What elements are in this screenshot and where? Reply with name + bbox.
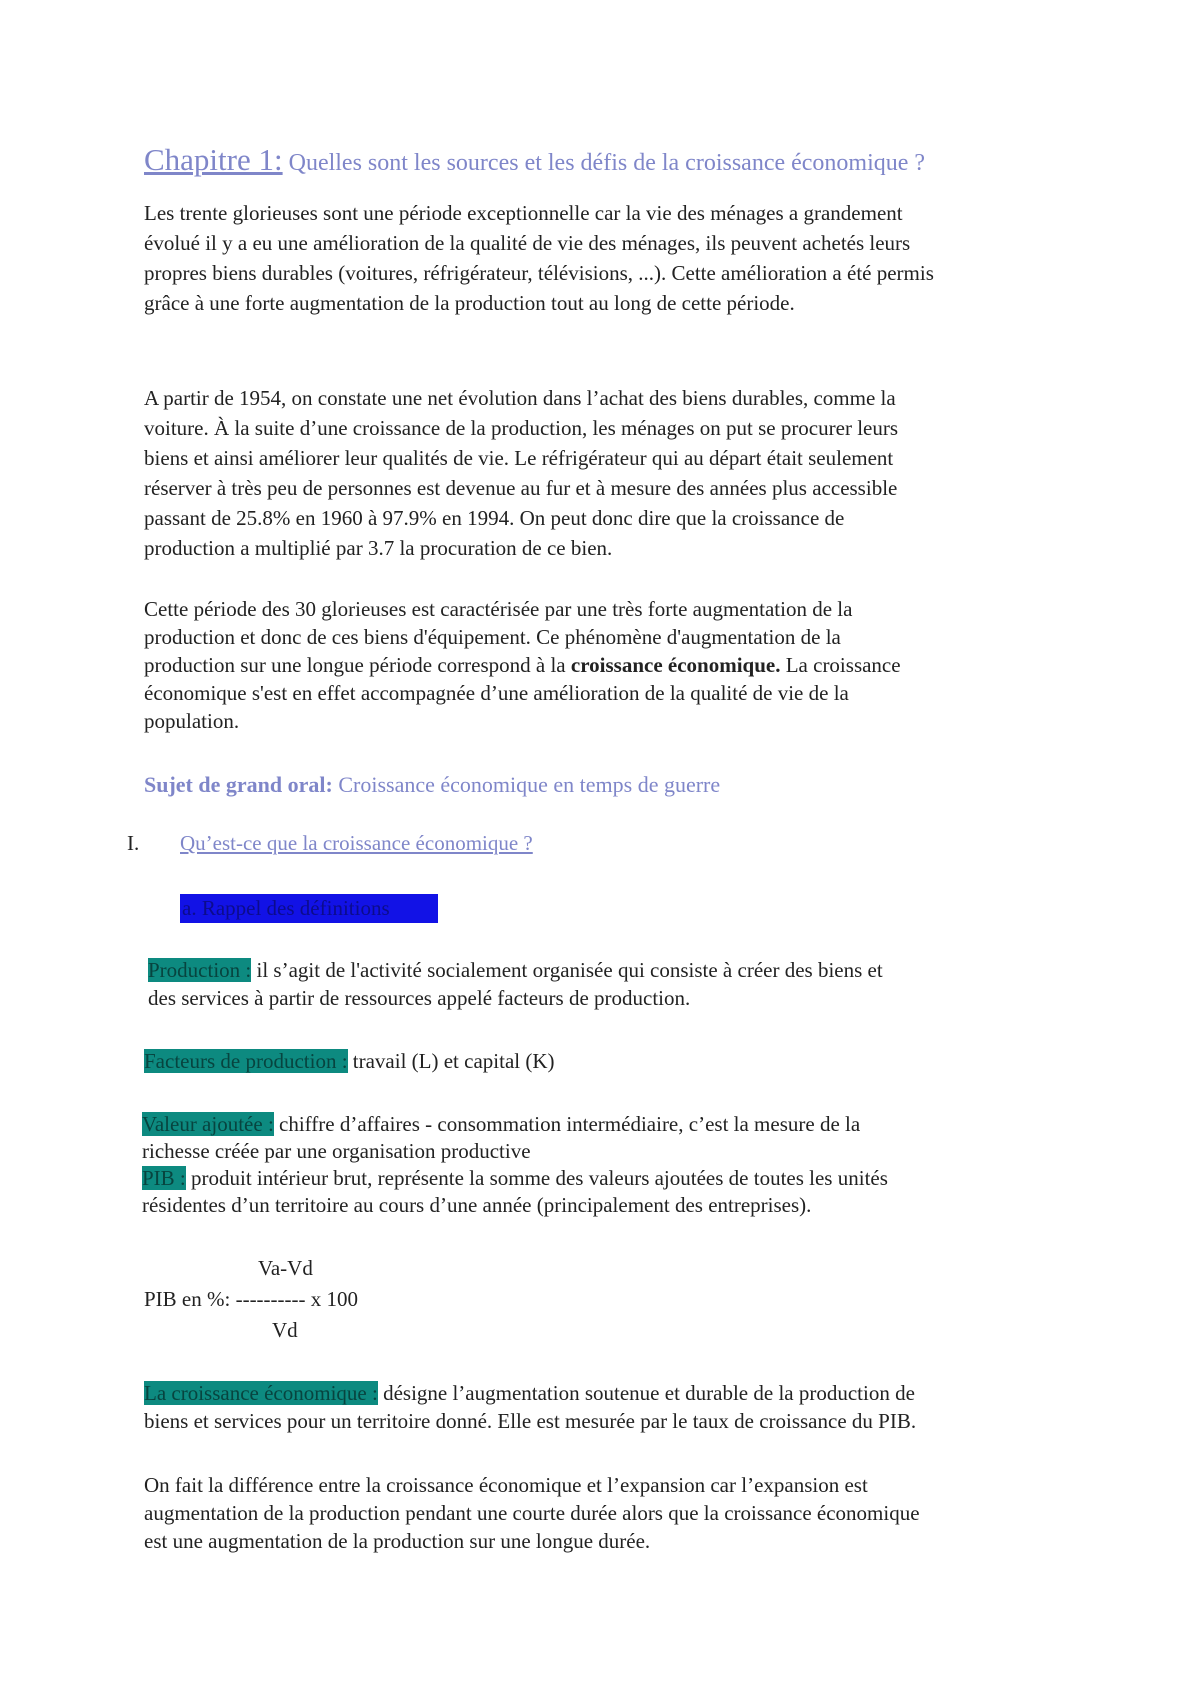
text-line: évolué il y a eu une amélioration de la qualité de vie des ménages, ils peuvent achetés leurs: [144, 231, 911, 255]
definition-production: [148, 956, 1098, 1012]
text-line: passant de 25.8% en 1960 à 97.9% en 1994. On peut donc dire que la croissance de: [144, 506, 845, 530]
text-line: Cette période des 30 glorieuses est caractérisée par une très forte augmentation de la: [144, 597, 853, 621]
formula-line: PIB en %: ---------- x 100: [144, 1287, 359, 1311]
text-line: résidentes d’un territoire au cours d’une année (principalement des entreprises).: [142, 1193, 812, 1217]
text-line: biens et services pour un territoire donné. Elle est mesurée par le taux de croissance du PIB.: [144, 1409, 917, 1433]
formula-denominator: Vd: [272, 1318, 298, 1342]
text-line: [142, 1111, 1092, 1138]
text-span: travail (L) et capital (K): [347, 1049, 555, 1073]
text-line: production et donc de ces biens d'équipement. Ce phénomène d'augmentation de la: [144, 625, 841, 649]
text-line: économique s'est en effet accompagnée d’une amélioration de la qualité de vie de la: [144, 681, 849, 705]
text-line: richesse créée par une organisation productive: [142, 1139, 531, 1163]
text-line: voiture. À la suite d’une croissance de la production, les ménages on put se procurer leurs: [144, 416, 899, 440]
paragraph-1954: [144, 383, 1094, 563]
text-line: réserver à très peu de personnes est devenue au fur et à mesure des années plus accessible: [144, 476, 898, 500]
text-span: La croissance: [780, 653, 901, 677]
chapter-question: Quelles sont les sources et les défis de la croissance économique ?: [282, 150, 926, 176]
paragraph-intro: [144, 198, 1094, 318]
text-line: grâce à une forte augmentation de la production tout au long de cette période.: [144, 291, 795, 315]
text-line: propres biens durables (voitures, réfrigérateur, télévisions, ...). Cette amélioration a été permis: [144, 261, 934, 285]
chapter-label: Chapitre 1:: [144, 142, 283, 177]
text-span: produit intérieur brut, représente la somme des valeurs ajoutées de toutes les unités: [185, 1166, 888, 1190]
definition-facteurs: [144, 1046, 1094, 1076]
text-line: [144, 1379, 1094, 1407]
text-span: il s’agit de l'activité socialement organisée qui consiste à créer des biens et: [251, 958, 883, 982]
text-line: des services à partir de ressources appelé facteurs de production.: [148, 986, 691, 1010]
text-span: chiffre d’affaires - consommation intermédiaire, c’est la mesure de la: [273, 1112, 861, 1136]
text-line: population.: [144, 709, 240, 733]
subsection-heading: a. Rappel des définitions: [180, 894, 438, 923]
term-highlight: Facteurs de production :: [144, 1049, 348, 1073]
formula-numerator: Va-Vd: [258, 1256, 313, 1280]
text-line: augmentation de la production pendant une courte durée alors que la croissance économique: [144, 1501, 920, 1525]
term-highlight: PIB :: [142, 1166, 186, 1190]
text-line: production a multiplié par 3.7 la procuration de ce bien.: [144, 536, 613, 560]
term-highlight: Production :: [148, 958, 252, 982]
definition-valeur-pib: [142, 1111, 1092, 1219]
bold-term: croissance économique.: [570, 653, 781, 677]
text-line: [144, 1046, 1094, 1076]
grand-oral-subject: [144, 770, 1094, 800]
text-line: est une augmentation de la production sur une longue durée.: [144, 1529, 651, 1553]
text-line: Les trente glorieuses sont une période exceptionnelle car la vie des ménages a grandement: [144, 201, 903, 225]
term-highlight: Valeur ajoutée :: [142, 1112, 274, 1136]
text-span: production sur une longue période correspond à la: [144, 653, 571, 677]
text-line: A partir de 1954, on constate une net évolution dans l’achat des biens durables, comme la: [144, 386, 896, 410]
section-heading-link[interactable]: Qu’est-ce que la croissance économique ?: [180, 831, 533, 855]
text-line: [142, 1165, 1092, 1192]
text-line: On fait la différence entre la croissance économique et l’expansion car l’expansion est: [144, 1473, 868, 1497]
text-line: [148, 956, 1098, 984]
paragraph-expansion: [144, 1471, 1094, 1555]
term-highlight: La croissance économique :: [144, 1381, 378, 1405]
subject-text: Croissance économique en temps de guerre: [332, 772, 721, 797]
text-line: [144, 651, 1094, 679]
text-line: biens et ainsi améliorer leur qualités de vie. Le réfrigérateur qui au départ était seulement: [144, 446, 894, 470]
definition-croissance: [144, 1379, 1094, 1435]
chapter-title: [144, 142, 1104, 178]
text-span: désigne l’augmentation soutenue et durable de la production de: [377, 1381, 915, 1405]
paragraph-30-glorieuses: [144, 595, 1094, 735]
section-numeral: I.: [127, 831, 140, 855]
subject-label: Sujet de grand oral:: [144, 772, 333, 797]
